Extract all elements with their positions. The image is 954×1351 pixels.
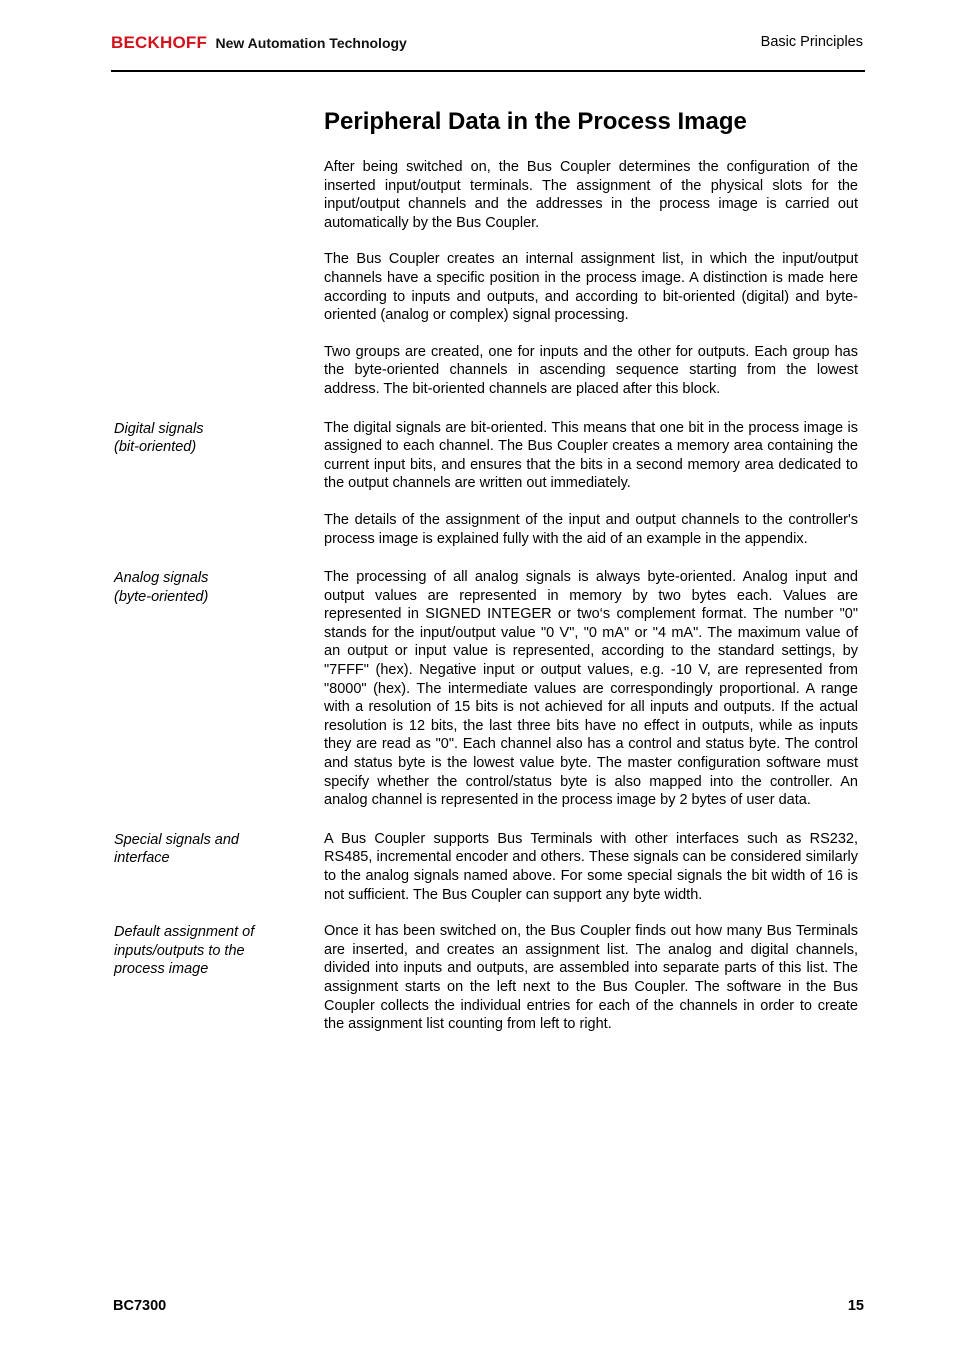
paragraph-row — [114, 419, 858, 493]
body-content — [114, 158, 858, 1052]
beckhoff-logo — [111, 33, 407, 53]
side-heading-line: Special signals and — [114, 831, 239, 848]
side-heading-line: (byte-oriented) — [114, 588, 209, 605]
page-title: Peripheral Data in the Process Image — [324, 108, 747, 135]
side-heading-line: inputs/outputs to the — [114, 942, 245, 959]
side-heading-line: Analog signals — [114, 570, 209, 587]
side-heading-digital-signals — [114, 419, 324, 493]
side-heading-special-signals — [114, 830, 324, 904]
side-heading-line: Default assignment of — [114, 924, 255, 941]
paragraph-row — [114, 158, 858, 232]
paragraph: Once it has been switched on, the Bus Coupler finds out how many Bus Terminals are inserted, and creates an assignment list. The analog and digital channels, divided into inputs and outputs, are assembled into separate parts of this list. The assignment starts on the left next to the Bus Coupler. The software in the Bus Coupler collects the individual entries for each of the channels in order to create the assignment list counting from left to right. — [324, 923, 858, 1033]
side-heading — [114, 158, 324, 232]
logo-brand: BECKHOFF — [111, 33, 208, 52]
side-heading-line: process image — [114, 961, 209, 978]
paragraph-row — [114, 343, 858, 399]
paragraph: The processing of all analog signals is always byte-oriented. Analog input and output values are represented in memory by two bytes each. Values are represented in SIGNED INTEGER or two‘s complement format. The number "0" stands for the input/output value "0 V", "0 mA" or "4 mA". The maximum value of an output or input value is represented, according to the standard settings, by "7FFF" (hex). Negative input or output values, e.g. -10 V, are represented from "8000" (hex). The intermediate values are correspondingly proportional. A range with a resolution of 15 bits is not achieved for all inputs and outputs. If the actual resolution is 12 bits, the last three bits have no effect in outputs, while as inputs they are read as "0". Each channel also has a control and status byte. The control and status byte is the lowest value byte. The master configuration software must specify whether the control/status byte is also mapped into the controller. An analog channel is represented in the process image by 2 bytes of user data. — [324, 569, 858, 809]
side-heading-line: (bit-oriented) — [114, 439, 197, 456]
paragraph: A Bus Coupler supports Bus Terminals with other interfaces such as RS232, RS485, incremental encoder and others. These signals can be considered similarly to the analog signals named above. For some special signals the bit width of 16 is not sufficient. The Bus Coupler can support any byte width. — [324, 830, 858, 903]
paragraph-row — [114, 568, 858, 810]
side-heading — [114, 511, 324, 548]
paragraph: After being switched on, the Bus Coupler determines the configuration of the inserted input/output terminals. The assignment of the physical slots for the input/output channels and the addresses in the process image is carried out automatically by the Bus Coupler. — [324, 159, 858, 231]
paragraph-row — [114, 830, 858, 904]
side-heading — [114, 250, 324, 324]
page-header — [111, 30, 865, 72]
side-heading-line: Digital signals — [114, 420, 204, 437]
section-title: Basic Principles — [760, 34, 863, 50]
side-heading — [114, 343, 324, 399]
side-heading-line: interface — [114, 850, 170, 867]
side-heading-default-assignment — [114, 922, 324, 1034]
paragraph-row — [114, 922, 858, 1034]
paragraph: The digital signals are bit-oriented. This means that one bit in the process image is assigned to each channel. The Bus Coupler creates a memory area containing the current input bits, and ensures that the bits in a second memory area dedicated to the output channels are written out immediately. — [324, 419, 858, 492]
footer-page-number: 15 — [847, 1298, 864, 1314]
paragraph-row — [114, 511, 858, 548]
side-heading-analog-signals — [114, 568, 324, 810]
paragraph: Two groups are created, one for inputs and the other for outputs. Each group has the byte-oriented channels in ascending sequence starting from the lowest address. The bit-oriented channels are placed after this block. — [324, 343, 858, 397]
paragraph-row — [114, 250, 858, 324]
paragraph: The details of the assignment of the input and output channels to the controller's process image is explained fully with the aid of an example in the appendix. — [324, 511, 858, 547]
logo-tagline: New Automation Technology — [215, 35, 407, 51]
paragraph: The Bus Coupler creates an internal assignment list, in which the input/output channels have a specific position in the process image. A distinction is made here according to inputs and outputs, and according to bit-oriented (digital) and byte-oriented (analog or complex) signal processing. — [324, 251, 858, 324]
footer-product: BC7300 — [113, 1298, 167, 1314]
